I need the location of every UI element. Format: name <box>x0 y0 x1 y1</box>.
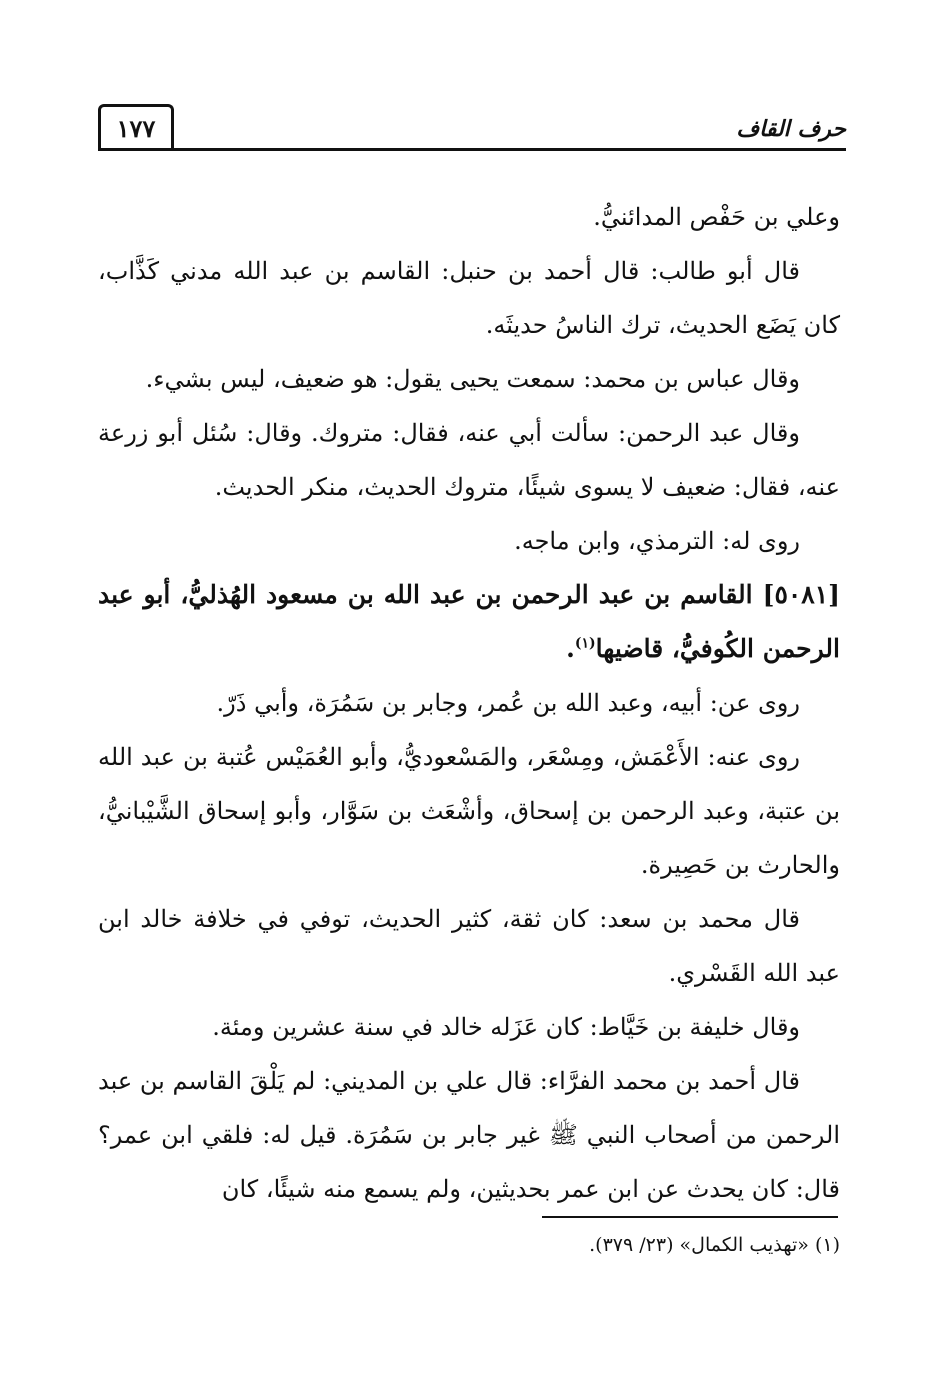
entry-heading <box>98 568 840 676</box>
page-number: ١٧٧ <box>98 104 174 150</box>
paragraph: وقال عبد الرحمن: سألت أبي عنه، فقال: متروك. وقال: سُئل أبو زرعة عنه، فقال: ضعيف لا يسوى شيئًا، متروك الحديث، منكر الحديث. <box>98 419 840 501</box>
page-body <box>98 190 840 1216</box>
paragraph: وعلي بن حَفْص المدائنيُّ. <box>593 203 840 231</box>
header-rule <box>98 148 846 151</box>
paragraph: وقال عباس بن محمد: سمعت يحيى يقول: هو ضعيف، ليس بشيء. <box>145 365 800 393</box>
entry-number: [٥٠٨١] <box>762 580 840 609</box>
entry-title: القاسم بن عبد الرحمن بن عبد الله بن مسعود الهُذليُّ، أبو عبد الرحمن الكُوفيُّ، قاضيها <box>98 580 840 663</box>
footnote: (١) «تهذيب الكمال» (٢٣/ ٣٧٩). <box>589 1234 840 1256</box>
paragraph: وقال خليفة بن خَيَّاط: كان عَزَله خالد في سنة عشرين ومئة. <box>212 1013 800 1041</box>
chapter-title: حرف القاف <box>736 116 846 142</box>
page-header <box>98 104 846 156</box>
footnote-marker: (١) <box>574 635 596 652</box>
footnote-rule <box>542 1216 838 1218</box>
paragraph: قال أبو طالب: قال أحمد بن حنبل: القاسم بن عبد الله مدني كَذَّاب، كان يَضَع الحديث، ترك الناسُ حديثَه. <box>98 257 840 339</box>
paragraph: روى عن: أبيه، وعبد الله بن عُمر، وجابر بن سَمُرَة، وأبي ذَرّ. <box>216 689 800 717</box>
paragraph: قال محمد بن سعد: كان ثقة، كثير الحديث، توفي في خلافة خالد ابن عبد الله القَسْري. <box>98 905 840 987</box>
entry-end: . <box>566 634 575 663</box>
paragraph: روى عنه: الأَعْمَش، ومِسْعَر، والمَسْعوديُّ، وأبو العُمَيْس عُتبة بن عبد الله بن عتبة، وعبد الرحمن بن إسحاق، وأشْعَث بن سَوَّار، وأبو إسحاق الشَّيْبانيُّ، والحارث بن حَصِيرة. <box>98 743 840 879</box>
paragraph: قال أحمد بن محمد الفرَّاء: قال علي بن المديني: لم يَلْقَ القاسم بن عبد الرحمن من أصحاب النبي ﷺ غير جابر بن سَمُرَة. قيل له: فلقي ابن عمر؟ قال: كان يحدث عن ابن عمر بحديثين، ولم يسمع منه شيئًا، كان <box>98 1067 840 1203</box>
paragraph: روى له: الترمذي، وابن ماجه. <box>514 527 800 555</box>
